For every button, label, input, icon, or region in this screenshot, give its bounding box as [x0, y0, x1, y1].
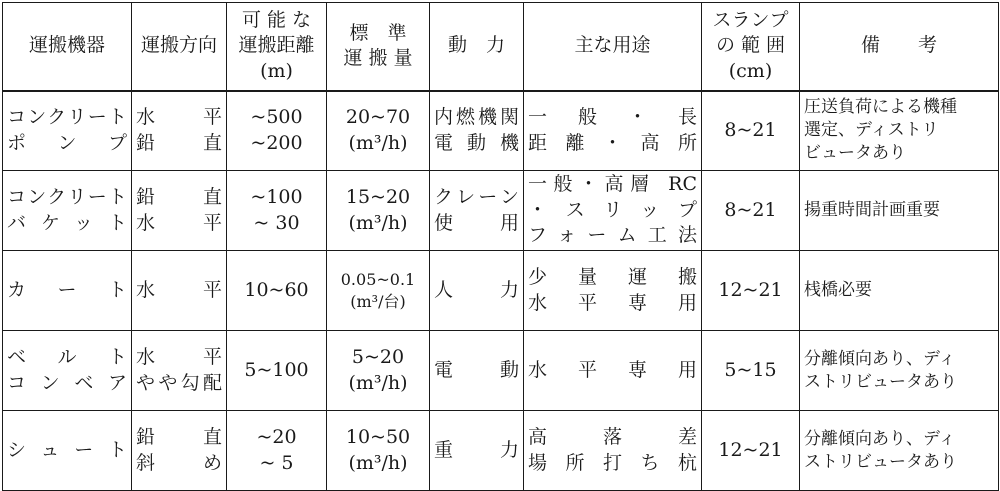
equipment-cell: ベルト コンベア	[3, 331, 132, 411]
direction-cell: 鉛直 水平	[132, 171, 227, 251]
header-distance: 可 能 な 運搬距離 (m)	[227, 3, 327, 91]
table-row	[3, 91, 999, 171]
equipment-cell: コンクリート ポンプ	[3, 91, 132, 171]
direction-cell: 水平	[132, 251, 227, 331]
use-cell: 一般・長 距離・高所	[524, 91, 702, 171]
header-direction: 運搬方向	[132, 3, 227, 91]
header-volume: 標 準 運 搬 量	[327, 3, 430, 91]
volume-cell: 15~20 (m³/h)	[327, 171, 430, 251]
header-row	[3, 3, 999, 91]
remarks-cell: 圧送負荷による機種 選定、ディストリ ビュータあり	[800, 91, 999, 171]
direction-cell: 鉛直 斜め	[132, 411, 227, 491]
header-equipment: 運搬機器	[3, 3, 132, 91]
direction-cell: 水平 やや勾配	[132, 331, 227, 411]
slump-cell: 5~15	[702, 331, 800, 411]
distance-cell: 5~100	[227, 331, 327, 411]
power-cell: 電動	[430, 331, 524, 411]
table-row	[3, 251, 999, 331]
slump-cell: 8~21	[702, 171, 800, 251]
table-row	[3, 171, 999, 251]
use-cell: 一般・高層 RC ・スリップ フォーム工法	[524, 171, 702, 251]
header-remarks: 備 考	[800, 3, 999, 91]
remarks-cell: 桟橋必要	[800, 251, 999, 331]
equipment-cell: コンクリート バケット	[3, 171, 132, 251]
table-row	[3, 331, 999, 411]
distance-cell: ~100 ~ 30	[227, 171, 327, 251]
use-cell: 少量運搬 水平専用	[524, 251, 702, 331]
use-cell: 高落差 場所打ち杭	[524, 411, 702, 491]
header-slump: スランプ の 範 囲 (cm)	[702, 3, 800, 91]
header-use: 主な用途	[524, 3, 702, 91]
power-cell: クレーン 使用	[430, 171, 524, 251]
remarks-cell: 揚重時間計画重要	[800, 171, 999, 251]
slump-cell: 12~21	[702, 411, 800, 491]
power-cell: 重力	[430, 411, 524, 491]
slump-cell: 8~21	[702, 91, 800, 171]
use-cell: 水平専用	[524, 331, 702, 411]
volume-cell: 5~20 (m³/h)	[327, 331, 430, 411]
equipment-cell: シュート	[3, 411, 132, 491]
direction-cell: 水平 鉛直	[132, 91, 227, 171]
volume-cell: 10~50 (m³/h)	[327, 411, 430, 491]
distance-cell: ~20 ~ 5	[227, 411, 327, 491]
remarks-cell: 分離傾向あり、ディ ストリビュータあり	[800, 411, 999, 491]
power-cell: 内燃機関 電動機	[430, 91, 524, 171]
concrete-transport-table	[2, 2, 999, 491]
slump-cell: 12~21	[702, 251, 800, 331]
volume-cell: 0.05~0.1 (m³/台)	[327, 251, 430, 331]
volume-cell: 20~70 (m³/h)	[327, 91, 430, 171]
power-cell: 人力	[430, 251, 524, 331]
distance-cell: ~500 ~200	[227, 91, 327, 171]
equipment-cell: カート	[3, 251, 132, 331]
header-power: 動 力	[430, 3, 524, 91]
distance-cell: 10~60	[227, 251, 327, 331]
remarks-cell: 分離傾向あり、ディ ストリビュータあり	[800, 331, 999, 411]
table-row	[3, 411, 999, 491]
